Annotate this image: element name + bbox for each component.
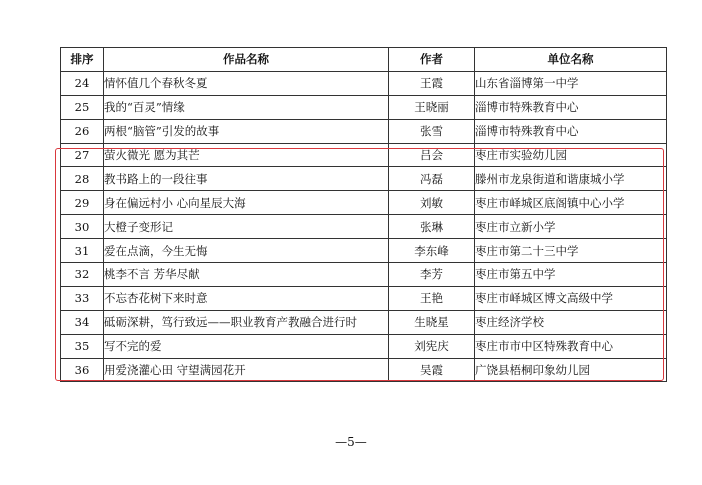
cell-title: 萤火微光 愿为其芒 bbox=[104, 143, 389, 167]
cell-unit: 山东省淄博第一中学 bbox=[475, 71, 667, 95]
header-title: 作品名称 bbox=[104, 48, 389, 72]
cell-author: 冯磊 bbox=[389, 167, 475, 191]
cell-title: 不忘杏花树下来时意 bbox=[104, 286, 389, 310]
table-row bbox=[61, 239, 667, 263]
cell-title: 爱在点滴，今生无悔 bbox=[104, 239, 389, 263]
cell-author: 李东峰 bbox=[389, 239, 475, 263]
table-row bbox=[61, 215, 667, 239]
cell-rank: 36 bbox=[61, 358, 104, 382]
cell-author: 张雪 bbox=[389, 119, 475, 143]
table-row bbox=[61, 334, 667, 358]
cell-title: 两根“脑管”引发的故事 bbox=[104, 119, 389, 143]
cell-rank: 32 bbox=[61, 263, 104, 287]
cell-rank: 28 bbox=[61, 167, 104, 191]
cell-author: 张琳 bbox=[389, 215, 475, 239]
cell-unit: 滕州市龙泉街道和谐康城小学 bbox=[475, 167, 667, 191]
table-row bbox=[61, 143, 667, 167]
cell-title: 砥砺深耕，笃行致远——职业教育产教融合进行时 bbox=[104, 310, 389, 334]
cell-title: 教书路上的一段往事 bbox=[104, 167, 389, 191]
table-header-row bbox=[61, 48, 667, 72]
cell-rank: 27 bbox=[61, 143, 104, 167]
cell-rank: 29 bbox=[61, 191, 104, 215]
table-row bbox=[61, 71, 667, 95]
cell-title: 用爱浇灌心田 守望满园花开 bbox=[104, 358, 389, 382]
table-row bbox=[61, 310, 667, 334]
cell-unit: 枣庄经济学校 bbox=[475, 310, 667, 334]
cell-unit: 枣庄市立新小学 bbox=[475, 215, 667, 239]
cell-rank: 31 bbox=[61, 239, 104, 263]
cell-title: 我的“百灵”情缘 bbox=[104, 95, 389, 119]
award-table bbox=[60, 47, 667, 382]
table-row bbox=[61, 95, 667, 119]
cell-title: 写不完的爱 bbox=[104, 334, 389, 358]
cell-rank: 26 bbox=[61, 119, 104, 143]
cell-unit: 枣庄市市中区特殊教育中心 bbox=[475, 334, 667, 358]
table-row bbox=[61, 358, 667, 382]
cell-author: 王晓丽 bbox=[389, 95, 475, 119]
cell-rank: 33 bbox=[61, 286, 104, 310]
cell-unit: 广饶县梧桐印象幼儿园 bbox=[475, 358, 667, 382]
cell-author: 王艳 bbox=[389, 286, 475, 310]
cell-unit: 枣庄市实验幼儿园 bbox=[475, 143, 667, 167]
cell-unit: 枣庄市峄城区底阁镇中心小学 bbox=[475, 191, 667, 215]
cell-rank: 35 bbox=[61, 334, 104, 358]
cell-rank: 34 bbox=[61, 310, 104, 334]
table-row bbox=[61, 263, 667, 287]
cell-author: 吴霞 bbox=[389, 358, 475, 382]
cell-author: 刘敏 bbox=[389, 191, 475, 215]
cell-title: 情怀值几个春秋冬夏 bbox=[104, 71, 389, 95]
cell-author: 吕会 bbox=[389, 143, 475, 167]
cell-rank: 24 bbox=[61, 71, 104, 95]
cell-author: 生晓星 bbox=[389, 310, 475, 334]
cell-title: 大橙子变形记 bbox=[104, 215, 389, 239]
header-author: 作者 bbox=[389, 48, 475, 72]
cell-author: 刘宪庆 bbox=[389, 334, 475, 358]
cell-unit: 淄博市特殊教育中心 bbox=[475, 95, 667, 119]
table-row bbox=[61, 286, 667, 310]
cell-title: 桃李不言 芳华尽献 bbox=[104, 263, 389, 287]
table-row bbox=[61, 191, 667, 215]
cell-author: 王霞 bbox=[389, 71, 475, 95]
table-row bbox=[61, 119, 667, 143]
cell-rank: 30 bbox=[61, 215, 104, 239]
cell-unit: 枣庄市第五中学 bbox=[475, 263, 667, 287]
cell-unit: 枣庄市第二十三中学 bbox=[475, 239, 667, 263]
cell-unit: 淄博市特殊教育中心 bbox=[475, 119, 667, 143]
header-rank: 排序 bbox=[61, 48, 104, 72]
cell-unit: 枣庄市峄城区博文高级中学 bbox=[475, 286, 667, 310]
cell-author: 李芳 bbox=[389, 263, 475, 287]
header-unit: 单位名称 bbox=[475, 48, 667, 72]
cell-title: 身在偏远村小 心向星辰大海 bbox=[104, 191, 389, 215]
cell-rank: 25 bbox=[61, 95, 104, 119]
table-row bbox=[61, 167, 667, 191]
page-number: —5— bbox=[335, 435, 367, 449]
